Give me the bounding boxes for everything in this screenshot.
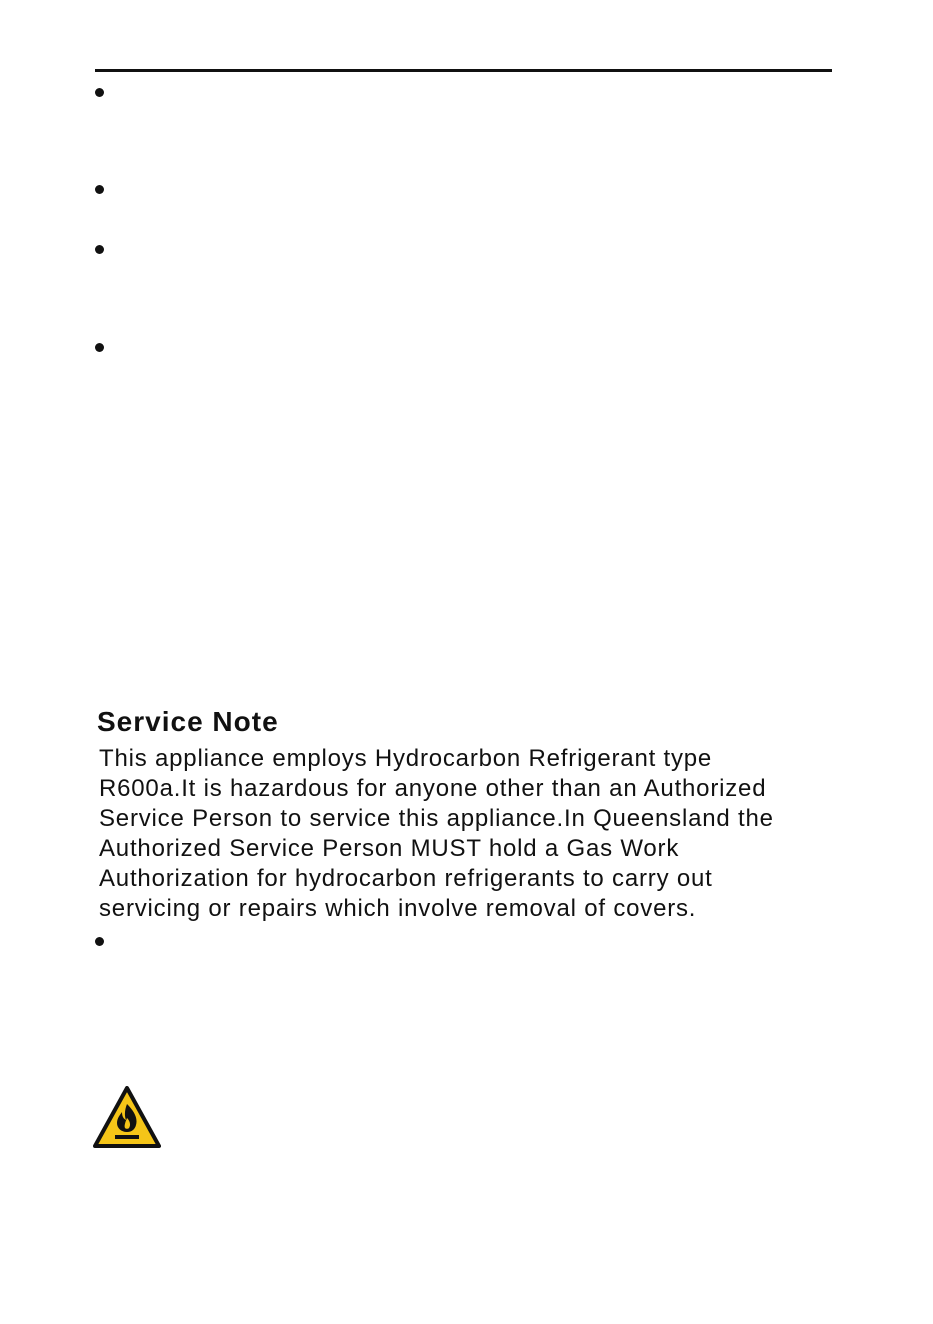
service-note-line: Authorization for hydrocarbon refrigerants to carry out bbox=[99, 865, 713, 892]
bullet-3 bbox=[95, 245, 104, 254]
service-note-body bbox=[99, 744, 899, 924]
fire-base-bar bbox=[115, 1135, 139, 1139]
service-note-line: Authorized Service Person MUST hold a Gas Work bbox=[99, 835, 680, 862]
service-note-line: Service Person to service this appliance.In Queensland the bbox=[99, 805, 774, 832]
service-note-line: This appliance employs Hydrocarbon Refrigerant type bbox=[99, 745, 713, 772]
bullet-2 bbox=[95, 185, 104, 194]
service-note-line: R600a.It is hazardous for anyone other than an Authorized bbox=[99, 775, 767, 802]
bullet-1 bbox=[95, 88, 104, 97]
service-note-line: servicing or repairs which involve removal of covers. bbox=[99, 895, 697, 922]
bullet-4 bbox=[95, 343, 104, 352]
bullet-5 bbox=[95, 937, 104, 946]
flammable-warning-icon bbox=[93, 1086, 161, 1148]
top-divider bbox=[95, 69, 832, 72]
service-note-title: Service Note bbox=[97, 706, 279, 737]
